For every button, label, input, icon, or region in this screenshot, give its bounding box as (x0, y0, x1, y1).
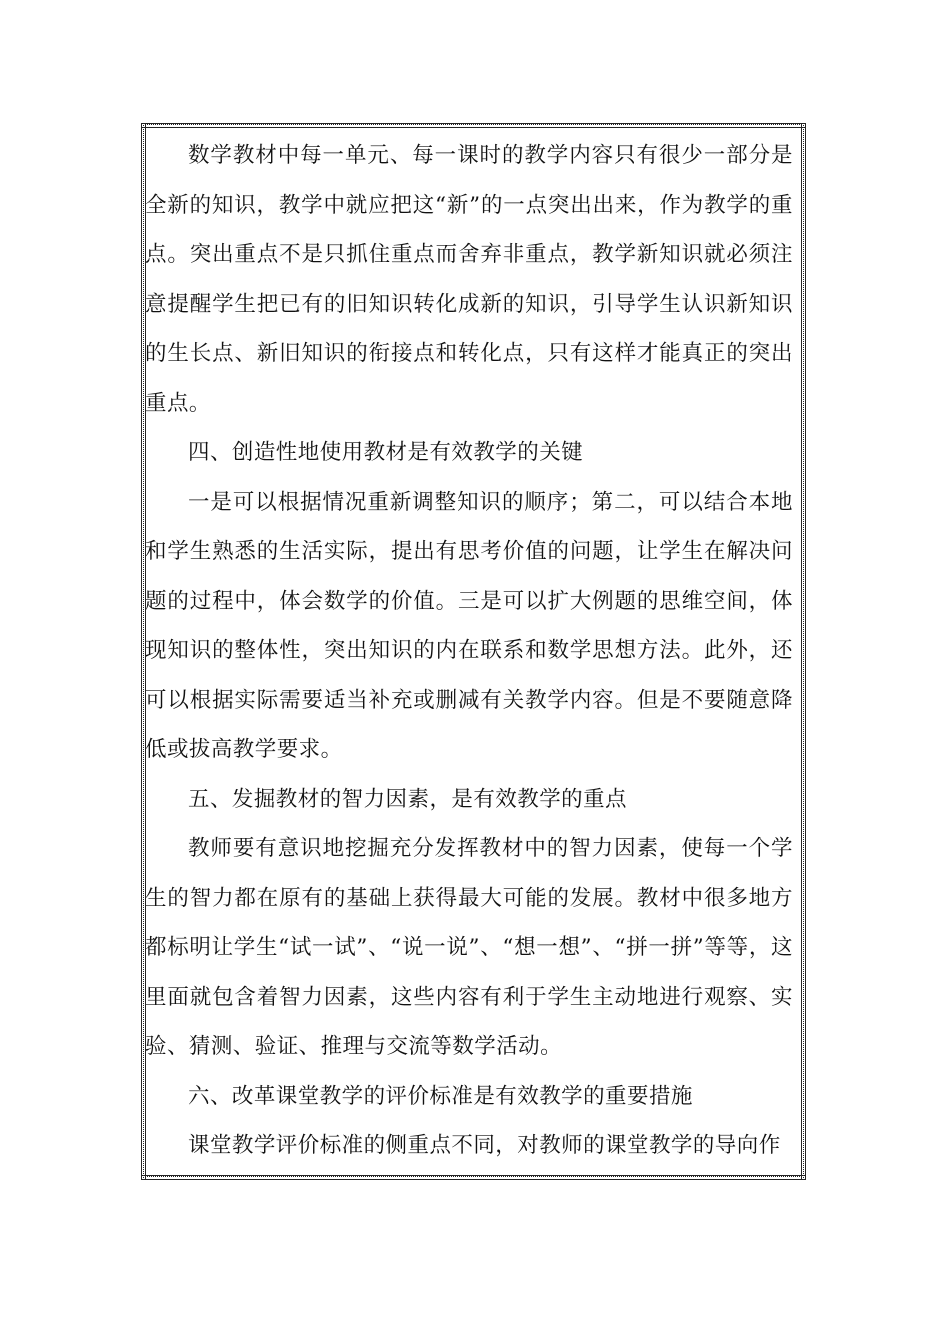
page-frame (141, 123, 806, 1180)
heading-section-five: 五、发掘教材的智力因素，是有效教学的重点 (188, 786, 628, 812)
frame-border-top (141, 123, 806, 128)
paragraph-creative-use: 一是可以根据情况重新调整知识的顺序；第二，可以结合本地和学生熟悉的生活实际，提出有思考价值的问题，让学生在解决问题的过程中，体会数学的价值。三是可以扩大例题的思维空间，体现知识的整体性，突出知识的内在联系和数学思想方法。此外，还可以根据实际需要适当补充或删减有关教学内容。但是不要随意降低或拔高教学要求。 (145, 489, 793, 762)
heading-section-four: 四、创造性地使用教材是有效教学的关键 (188, 440, 584, 465)
heading-section-six: 六、改革课堂教学的评价标准是有效教学的重要措施 (188, 1083, 693, 1109)
paragraph-intellectual-factors: 教师要有意识地挖掘充分发挥教材中的智力因素，使每一个学生的智力都在原有的基础上获得最大可能的发展。教材中很多地方都标明让学生“试一试”、“说一说”、“想一想”、“拼一拼”等等，这里面就包含着智力因素，这些内容有利于学生主动地进行观察、实验、猜测、验证、推理与交流等数学活动。 (145, 836, 793, 1059)
document-body (145, 131, 793, 1171)
paragraph-teaching-focus: 数学教材中每一单元、每一课时的教学内容只有很少一部分是全新的知识，教学中就应把这“新”的一点突出出来，作为教学的重点。突出重点不是只抓住重点而舍弃非重点，教学新知识就必须注意提醒学生把已有的旧知识转化成新的知识，引导学生认识新知识的生长点、新旧知识的衔接点和转化点，只有这样才能真正的突出重点。 (145, 143, 793, 416)
frame-border-right (801, 123, 806, 1180)
frame-border-bottom (141, 1175, 806, 1180)
paragraph-evaluation-standards: 课堂教学评价标准的侧重点不同，对教师的课堂教学的导向作 (188, 1133, 781, 1158)
